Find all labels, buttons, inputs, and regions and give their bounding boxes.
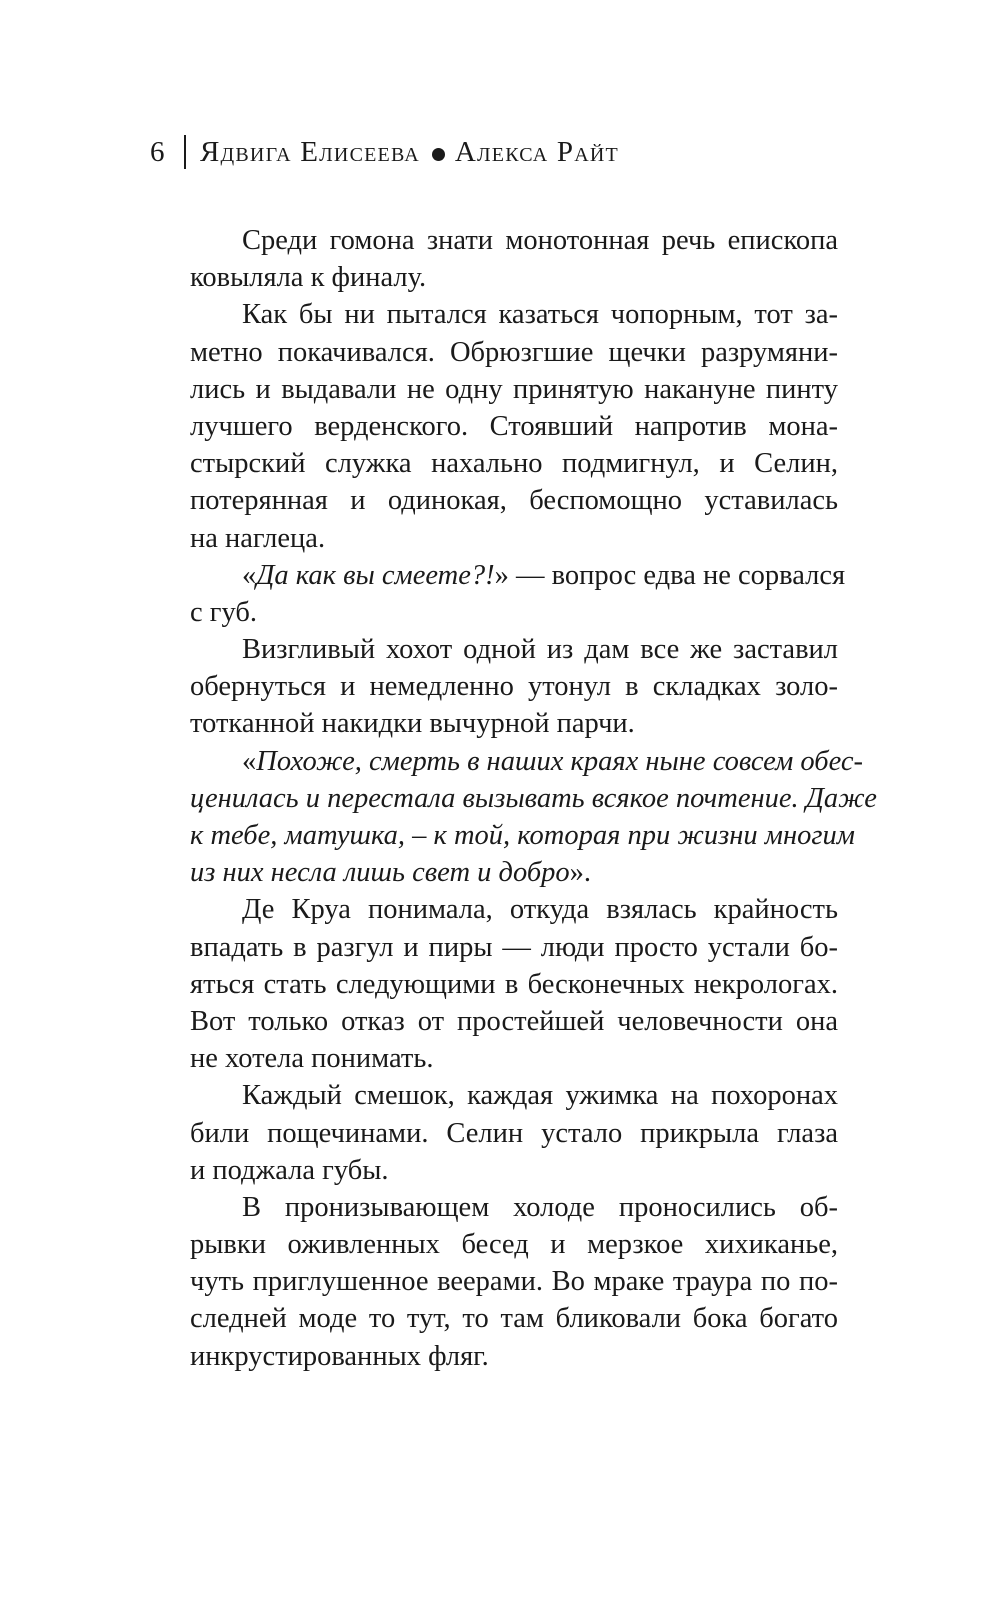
text-line — [190, 1189, 838, 1226]
italic-text: из них несла лишь свет и добро — [190, 857, 570, 889]
italic-text: Похоже, смерть в наших краях ныне совсем обес- — [256, 745, 864, 777]
text-line — [190, 1077, 838, 1114]
text-line — [190, 259, 838, 296]
line-suffix: ». — [569, 857, 592, 889]
text-line — [190, 594, 838, 631]
line-text: лучшего верденского. Стоявший напротив мона- — [190, 410, 838, 442]
quote-open: « — [242, 745, 257, 777]
italic-text: Да как вы смеете?! — [256, 559, 495, 591]
paragraph — [190, 222, 838, 296]
page-number: 6 — [150, 136, 165, 168]
text-line — [190, 1152, 838, 1189]
text-line — [190, 1338, 838, 1375]
line-text: били пощечинами. Селин устало прикрыла глаза — [190, 1117, 838, 1149]
text-line — [190, 854, 838, 891]
line-text: ковыляла к финалу. — [190, 262, 427, 294]
line-text: метно покачивался. Обрюзгшие щечки разрумяни- — [190, 336, 838, 368]
line-text: обернуться и немедленно утонул в складках золо- — [190, 671, 838, 703]
author-two: Алекса Райт — [454, 136, 619, 168]
text-line — [190, 966, 838, 1003]
paragraph — [190, 631, 838, 743]
paragraph — [190, 743, 877, 892]
text-line — [190, 1003, 838, 1040]
line-text: лись и выдавали не одну принятую накануне пинту — [190, 373, 838, 405]
text-line — [190, 445, 838, 482]
line-text: Де Круа понимала, откуда взялась крайность — [242, 894, 838, 926]
text-line — [190, 891, 838, 928]
text-line — [190, 334, 838, 371]
text-line — [190, 1115, 838, 1152]
italic-text: к тебе, матушка, – к той, которая при жизни многим — [190, 820, 855, 851]
line-text: Вот только отказ от простейшей человечности она — [190, 1005, 838, 1037]
line-text: следней моде то тут, то там бликовали бока богато — [190, 1303, 838, 1335]
paragraph — [190, 1189, 838, 1375]
line-text: стырский служка нахально подмигнул, и Селин, — [190, 448, 838, 480]
line-text: яться стать следующими в бесконечных некрологах. — [190, 968, 838, 1000]
line-text: Как бы ни пытался казаться чопорным, тот за- — [242, 299, 838, 331]
text-line — [190, 482, 838, 519]
line-text: с губ. — [190, 596, 257, 628]
running-header — [150, 132, 850, 172]
line-text: и поджала губы. — [190, 1154, 389, 1186]
text-line — [190, 222, 838, 259]
line-text: Каждый смешок, каждая ужимка на похоронах — [242, 1080, 838, 1112]
body-text — [190, 222, 877, 1375]
author-one: Ядвига Елисеева — [200, 136, 420, 168]
line-text: Среди гомона знати монотонная речь епископа — [242, 225, 838, 256]
paragraph — [190, 1077, 838, 1189]
text-line — [190, 520, 838, 557]
text-line — [190, 705, 838, 742]
line-text: рывки оживленных бесед и мерзкое хихиканье, — [190, 1229, 838, 1261]
text-line — [190, 929, 838, 966]
text-line — [190, 1040, 838, 1077]
paragraph — [190, 296, 838, 556]
line-text: тотканной накидки вычурной парчи. — [190, 708, 635, 740]
line-text: инкрустированных фляг. — [190, 1340, 489, 1372]
line-text: не хотела понимать. — [190, 1043, 434, 1075]
text-line — [190, 631, 838, 668]
text-line — [190, 1300, 838, 1337]
text-line — [190, 557, 846, 594]
quote-open: « — [242, 559, 257, 591]
paragraph — [190, 891, 838, 1077]
text-line — [190, 743, 864, 780]
line-text: В пронизывающем холоде проносились об- — [242, 1191, 838, 1223]
text-line — [190, 1226, 838, 1263]
line-suffix: » — вопрос едва не сорвался — [494, 559, 846, 591]
paragraph — [190, 557, 846, 631]
text-line — [190, 780, 877, 817]
text-line — [190, 296, 838, 333]
line-text: чуть приглушенное веерами. Во мраке траура по по- — [190, 1266, 838, 1298]
line-text: на наглеца. — [190, 522, 326, 554]
line-text: впадать в разгул и пиры — люди просто устали бо- — [190, 931, 838, 963]
text-line — [190, 668, 838, 705]
text-line — [190, 817, 855, 854]
line-text: Визгливый хохот одной из дам все же заставил — [242, 634, 838, 666]
italic-text: ценилась и перестала вызывать всякое почтение. Даже — [190, 782, 877, 814]
header-divider — [184, 135, 186, 169]
text-line — [190, 1263, 838, 1300]
text-line — [190, 408, 838, 445]
bullet-separator — [432, 148, 445, 161]
text-line — [190, 371, 838, 408]
line-text: потерянная и одинокая, беспомощно уставилась — [190, 485, 838, 517]
